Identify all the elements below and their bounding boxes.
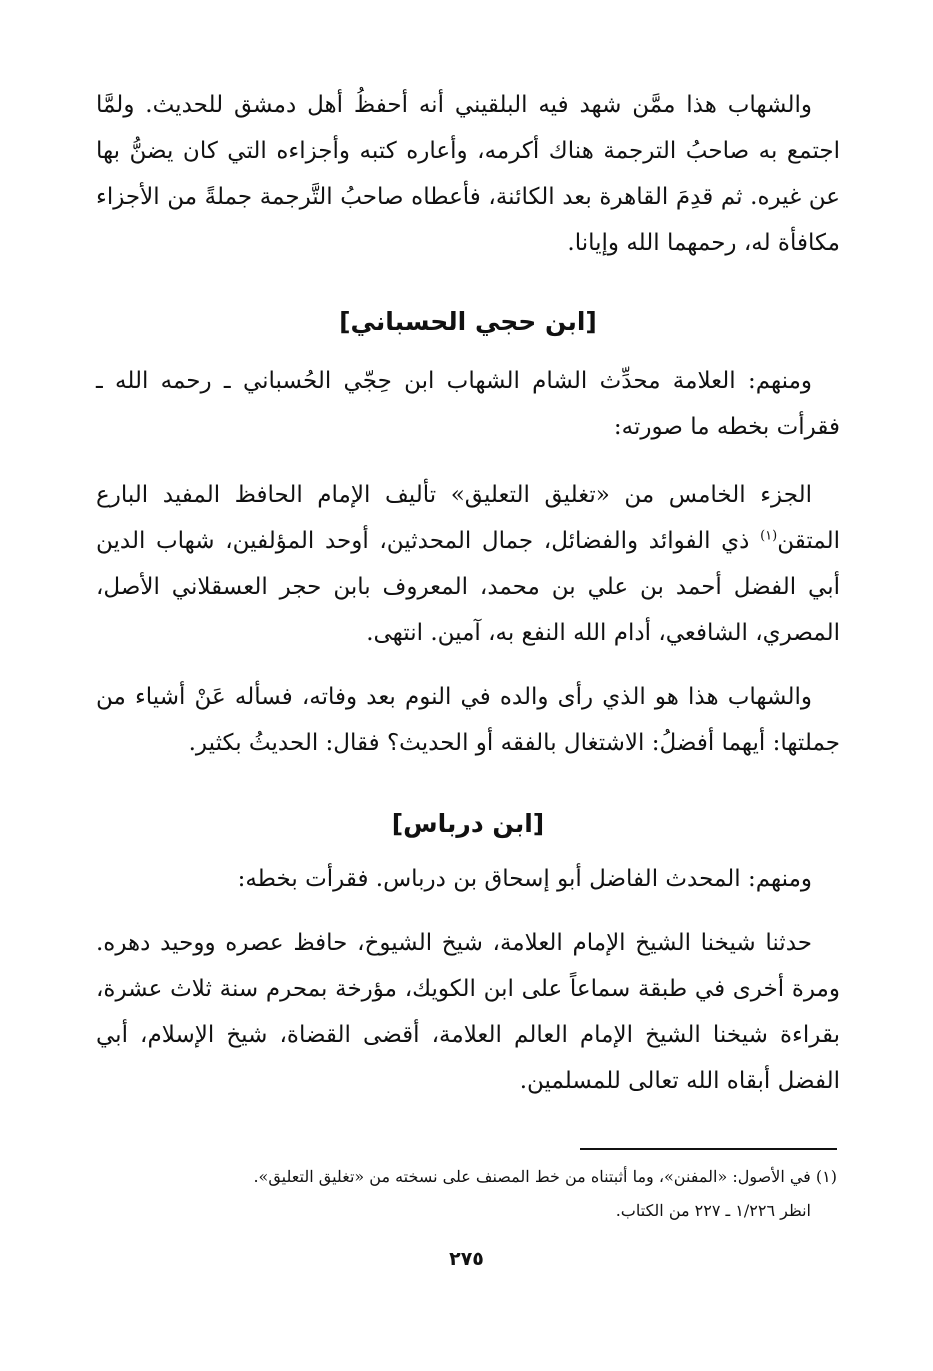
paragraph-ibn-darbas-intro: ومنهم: المحدث الفاضل أبو إسحاق بن درباس. فقرأت بخطه: bbox=[237, 866, 812, 892]
page-body bbox=[96, 82, 840, 1104]
paragraph-shihab-dream: والشهاب هذا هو الذي رأى والده في النوم بعد وفاته، فسأله عَنْ أشياء من جملتها: أيهما أفضلُ: الاشتغال بالفقه أو الحديث؟ فقال: الحديثُ بكثير. bbox=[96, 684, 840, 756]
paragraph-taghliq-quote bbox=[96, 472, 840, 656]
footnote bbox=[100, 1160, 837, 1228]
section-heading-ibn-hijji: [ابن حجي الحسباني] bbox=[339, 307, 597, 336]
quote-text-end: ذي الفوائد والفضائل، جمال المحدثين، أوحد المؤلفين، شهاب الدين أبي الفضل أحمد بن علي بن محمد، المعروف بابن حجر العسقلاني الأصل، المصري، الشافعي، أدام الله النفع به، آمين. انتهى. bbox=[96, 528, 840, 646]
footnote-line-2: انظر ١/٢٢٦ ـ ٢٢٧ من الكتاب. bbox=[615, 1201, 811, 1220]
quote-text-start: الجزء الخامس من «تغليق التعليق» تأليف الإمام الحافظ المفيد البارع المتقن bbox=[96, 482, 840, 554]
page-number: ٢٧٥ bbox=[449, 1248, 484, 1270]
footnote-marker: (١) bbox=[760, 528, 778, 544]
paragraph-ibn-hijji-intro: ومنهم: العلامة محدِّث الشام الشهاب ابن حِجّي الحُسباني ـ رحمه الله ـ فقرأت بخطه ما صورته: bbox=[96, 368, 840, 440]
footnote-divider bbox=[580, 1148, 837, 1150]
section-heading-ibn-darbas: [ابن درباس] bbox=[391, 809, 545, 838]
footnote-line-1: (١) في الأصول: «المفنن»، وما أثبتناه من خط المصنف على نسخته من «تغليق التعليق». bbox=[253, 1167, 837, 1186]
paragraph-shihab-bulqini: والشهاب هذا ممَّن شهد فيه البلقيني أنه أحفظُ أهل دمشق للحديث. ولمَّا اجتمع به صاحبُ الترجمة هناك أكرمه، وأعاره كتبه وأجزاءه التي كان يضنُّ بها عن غيره. ثم قدِمَ القاهرة بعد الكائنة، فأعطاه صاحبُ التَّرجمة جملةً من الأجزاء مكافأة له، رحمهما الله وإيانا. bbox=[96, 92, 840, 256]
paragraph-ibn-darbas-quote: حدثنا شيخنا الشيخ الإمام العلامة، شيخ الشيوخ، حافظ عصره ووحيد دهره. ومرة أخرى في طبقة سماعاً على ابن الكويك، مؤرخة بمحرم سنة ثلاث عشرة، بقراءة شيخنا الشيخ الإمام العالم العلامة، أقضى القضاة، شيخ الإسلام، أبي الفضل أبقاه الله تعالى للمسلمين. bbox=[96, 930, 840, 1094]
